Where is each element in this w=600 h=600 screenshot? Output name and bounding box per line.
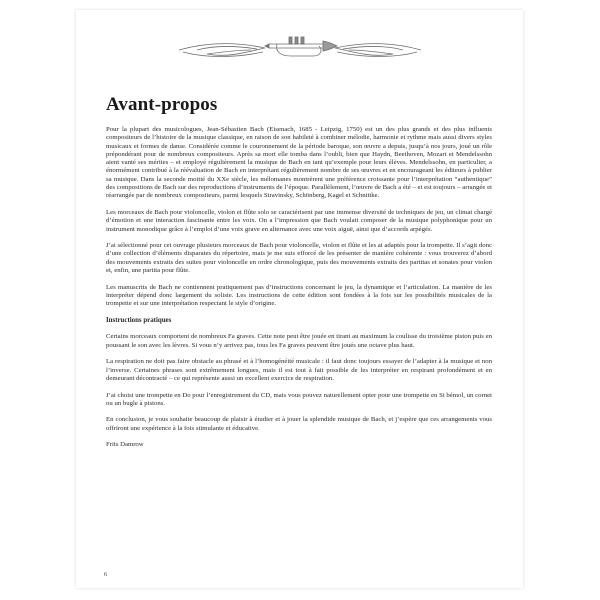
paragraph: Les manuscrits de Bach ne contiennent pratiquement pas d’instructions concernant le jeu, la dynamique et l’articulation. La manière de les interpréter dépend donc largement du soliste. Les instructions de cette édition sont fondées à la fois sur les possibilités musicales de la trompette et sur une interprétation respectant le style d’origine. — [106, 283, 492, 308]
page-title: Avant-propos — [106, 94, 218, 115]
paragraph: Les morceaux de Bach pour violoncelle, violon et flûte solo se caractérisent par une immense diversité de techniques de jeu, un climat chargé d’émotion et une interaction fascinante entre les voix. On a l’impression que Bach voulait composer de la musique polyphonique pour un instrument monodique grâce à l’emploi d’une voix grave en alternance avec une voix aiguë, ainsi que d’accords arpégés. — [106, 208, 492, 233]
body-text — [106, 126, 492, 458]
paragraph: Certains morceaux comportent de nombreux Fa graves. Cette note peut être jouée en tirant au maximum la coulisse du troisième piston puis en poussant le son avec les lèvres. Si vous n’y arrivez pas, tous les Fa graves peuvent être joués une octave plus haut. — [106, 333, 492, 349]
paragraph: J’ai sélectionné pour cet ouvrage plusieurs morceaux de Bach pour violoncelle, violon et flûte et les ai adaptés pour la trompette. Il s’agit donc d’une collection d’éléments disparates du répertoire, mais je me suis efforcé de les présenter de manière cohérente : vous trouverez d’abord des mouvements extraits des suites pour violoncelle en ordre chronologique, puis des mouvements extraits des partitas et sonates pour violon et, enfin, une partita pour flûte. — [106, 242, 492, 275]
paragraph: La respiration ne doit pas faire obstacle au phrasé et à l’homogénéité musicale : il faut donc toujours essayer de l’adapter à la musique et non l’inverse. Certaines phrases sont extrêmement longues, mais il est tout à fait possible de les interpréter en respirant profondément et en demeurant décontracté – ce qui représente aussi un excellent exercice de respiration. — [106, 358, 492, 382]
trumpet-ornament-icon — [177, 28, 423, 72]
paragraph: J’ai choisi une trompette en Do pour l’enregistrement du CD, mais vous pouvez naturellement opter pour une trompette en Si bémol, un cornet ou un bugle à pistons. — [106, 391, 492, 407]
paragraph: Pour la plupart des musicologues, Jean-Sébastien Bach (Eisenach, 1685 - Leipzig, 1750) est un des plus grands et des plus influents compositeurs de l’histoire de la musique classique, en raison de son habileté à combiner mélodie, harmonie et rythme mais aussi divers styles musicaux et formes de danse. Considérée comme le couronnement de la période baroque, son œuvre a depuis, jusqu’à nos jours, joué un rôle prépondérant pour de nombreux compositeurs. Après sa mort elle tomba dans l’oubli, bien que Haydn, Beethoven, Mozart et Mendelssohn aient vanté ses mérites – et employé régulièrement la musique de Bach en tant qu’exemple pour leurs élèves. Mendelssohn, en particulier, a énormément contribué à la réévaluation de Bach en interprétant régulièrement nombre de ses œuvres et en encourageant les éditeurs à publier sa musique. Dans la seconde moitié du XXe siècle, les mélomanes montrèrent une préférence croissante pour l’interprétation “authentique” des compositions de Bach sur des reproductions d’instruments de l’époque. Parallèlement, l’œuvre de Bach a été – et est toujours – arrangée et réarrangée par de nombreux compositeurs, parmi lesquels Stravinsky, Schönberg, Kagel et Schnittke. — [106, 126, 492, 200]
author-signature: Frits Damrow — [106, 441, 144, 449]
section-heading: Instructions pratiques — [106, 316, 172, 324]
page-number: 6 — [104, 572, 107, 578]
paragraph: En conclusion, je vous souhaite beaucoup de plaisir à étudier et à jouer la splendide musique de Bach, et j’espère que ces arrangements vous offriront une expérience à la fois stimulante et éducative. — [106, 416, 492, 432]
